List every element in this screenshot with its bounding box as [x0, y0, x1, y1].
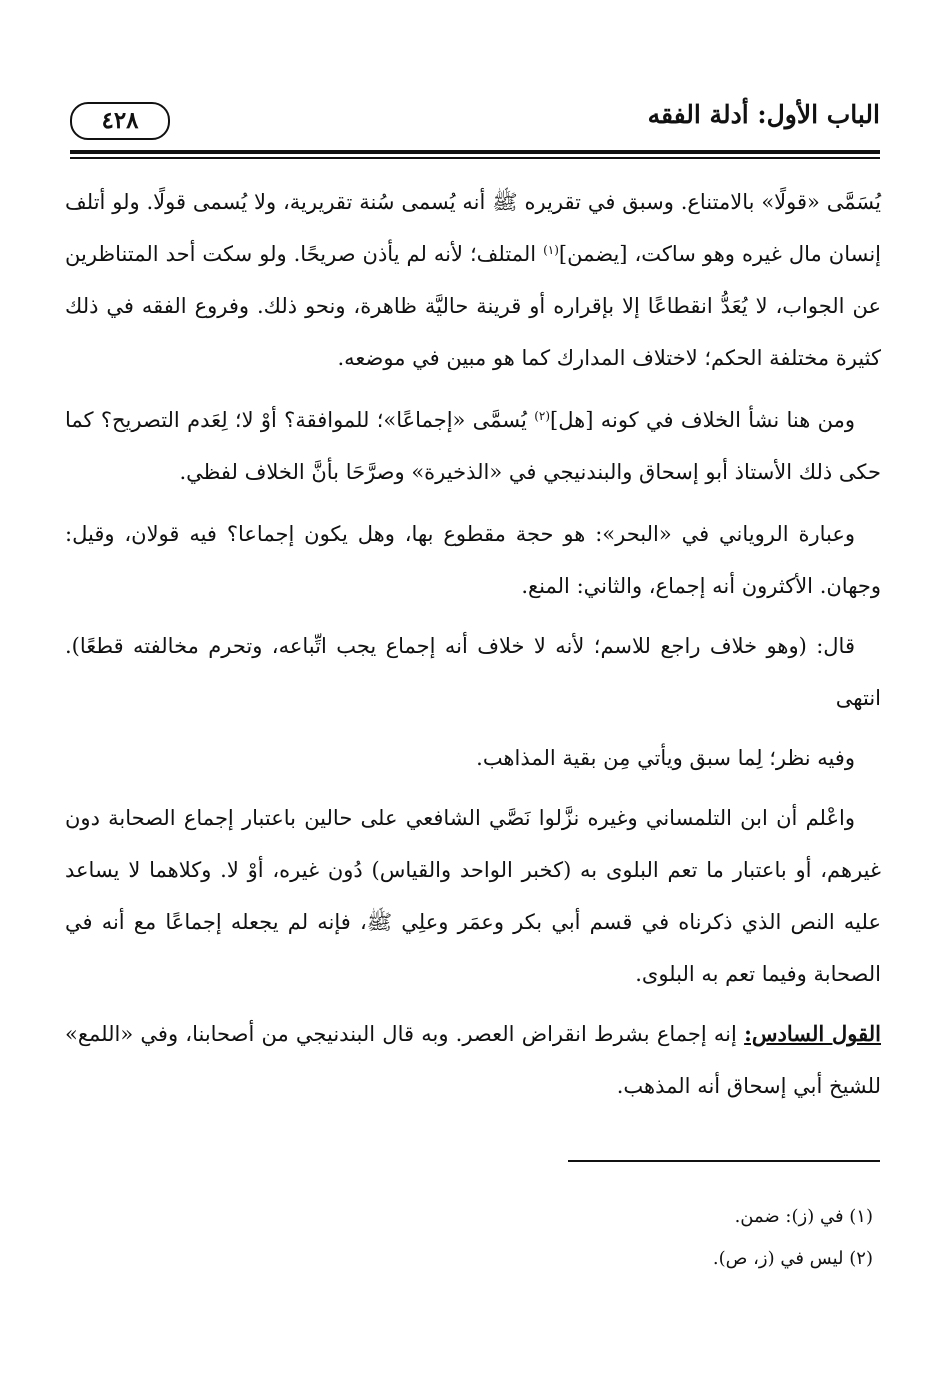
header-rule-thin	[70, 157, 880, 159]
footnote-1: (١) في (ز): ضمن.	[734, 1206, 873, 1227]
paragraph-1-text-b: المتلف؛ لأنه لم يأذن صريحًا. ولو سكت أحد المتناظرين عن الجواب، لا يُعَدُّ انقطاعًا إلا بإقراره أو قرينة حاليَّة ظاهرة، ونحو ذلك. وفروع الفقه في ذلك كثيرة مختلفة الحكم؛ لاختلاف المدارك كما هو مبين في موضعه.	[65, 242, 881, 370]
chapter-title: الباب الأول: أدلة الفقه	[647, 100, 880, 129]
paragraph-1-text-a: يُسَمَّى «قولًا» بالامتناع. وسبق في تقريره ﷺ أنه يُسمى سُنة تقريرية، ولا يُسمى قولًا. ولو أتلف إنسان مال غيره وهو ساكت، [يضمن]	[65, 190, 882, 266]
footnote-marker-2: (٢)	[534, 409, 551, 423]
paragraph-6: واعْلم أن ابن التلمساني وغيره نزَّلوا نَصَّي الشافعي على حالين باعتبار إجماع الصحابة دون غيرهم، أو باعتبار ما تعم البلوى به (كخبر الواحد والقياس) دُون غيره، أوْ لا. وكلاهما لا يساعد عليه النص الذي ذكرناه في قسم أبي بكر وعمَر وعلِي ﷺ، فإنه لم يجعله إجماعًا مع أنه في الصحابة وفيما تعم به البلوى.	[65, 806, 881, 986]
footnote-marker-1: (١)	[543, 243, 559, 257]
paragraph-5: وفيه نظر؛ لِما سبق ويأتي مِن بقية المذاهب.	[476, 746, 855, 770]
paragraph-7-text: إنه إجماع بشرط انقراض العصر. وبه قال البندنيجي من أصحابنا، وفي «اللمع» للشيخ أبي إسحاق أنه المذهب.	[65, 1022, 881, 1098]
footnotes	[373, 1196, 873, 1280]
paragraph-2	[65, 394, 881, 498]
paragraph-7	[65, 1008, 881, 1112]
section-label: القول السادس:	[744, 1021, 881, 1046]
running-header	[70, 98, 880, 146]
main-text	[65, 176, 881, 1112]
paragraph-1	[65, 176, 881, 384]
paragraph-3: وعبارة الروياني في «البحر»: هو حجة مقطوع بها، وهل يكون إجماعا؟ فيه قولان، وقيل: وجهان. الأكثرون أنه إجماع، والثاني: المنع.	[65, 522, 881, 598]
page-number-badge: ٤٢٨	[70, 102, 170, 140]
footnote-2: (٢) ليس في (ز، ص).	[712, 1248, 873, 1269]
paragraph-2-text-a: ومن هنا نشأ الخلاف في كونه [هل]	[550, 408, 855, 432]
footnote-separator	[568, 1160, 880, 1162]
paragraph-2-text-b: يُسمَّى «إجماعًا»؛ للموافقة؟ أوْ لا؛ لِعَدم التصريح؟ كما حكى ذلك الأستاذ أبو إسحاق والبندنيجي في «الذخيرة» وصرَّحَا بأنَّ الخلاف لفظي.	[65, 408, 881, 484]
header-rule-thick	[70, 150, 880, 154]
paragraph-4: قال: (وهو خلاف راجع للاسم؛ لأنه لا خلاف أنه إجماع يجب اتِّباعه، وتحرم مخالفته قطعًا). انتهى	[65, 634, 881, 710]
